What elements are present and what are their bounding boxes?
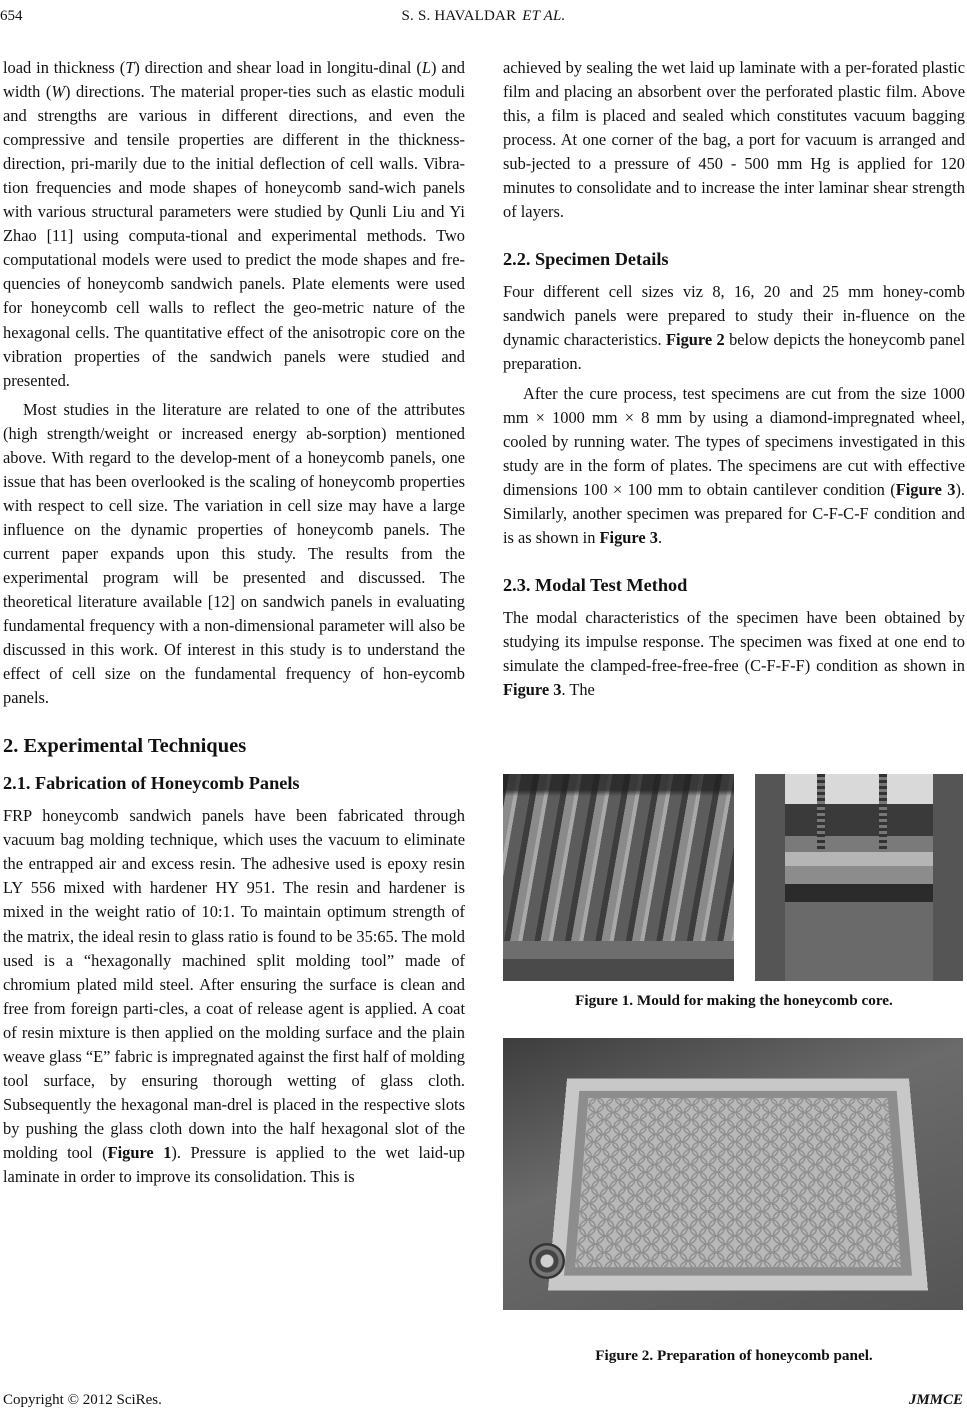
text: The modal characteristics of the specimen have been obtained by studying its impulse response. The specimen was fixed at one end to simulate the clamped-free-free-free (C-F-F-F) condition as shown in [503,607,965,675]
text: ) and width ( [3,58,465,102]
text: Four different cell sizes viz 8, 16, 20 and 25 mm honey-comb sandwich panels were prepared to study their in-fluence on the dynamic characteristics. [503,282,965,350]
paragraph [3,804,465,1189]
section-heading-2: 2. Experimental Techniques [3,735,247,758]
paragraph [503,280,965,376]
paragraph [503,606,965,702]
figure-3-link[interactable]: Figure 3 [599,527,658,547]
figure-2-panel-photo [503,1038,963,1310]
symbol-T: T [125,58,135,77]
honeycomb-core [575,1098,901,1267]
text: . [657,527,663,547]
text: ). Pressure is applied to the wet laid-up laminate in order to improve its consolidation. This is [3,1142,465,1186]
figure-2-link[interactable]: Figure 2 [666,330,725,350]
figure-3-link[interactable]: Figure 3 [503,679,562,699]
text: . The [561,679,595,699]
symbol-L: L [421,58,431,77]
paragraph [3,56,465,393]
figure-1-clamp-photo [755,774,963,981]
figure-3-link[interactable]: Figure 3 [895,479,956,499]
section-heading-2-3: 2.3. Modal Test Method [503,574,688,595]
vacuum-bag-frame [548,1079,928,1291]
paragraph [503,382,965,550]
left-column [3,56,465,1189]
right-column [503,56,965,702]
section-heading-2-2: 2.2. Specimen Details [503,249,669,270]
paragraph: Most studies in the literature are related to one of the attributes (high strength/weight or increased energy ab-sorption) mentioned above. With regard to the develop-ment of a honeycomb panels, one issue that has been overlooked is the scaling of honeycomb properties with respect to cell size. The variation in cell size may have a large influence on the dynamic properties of honeycomb panels. The current paper expands upon this study. The results from the experimental program will be presented and discussed. The theoretical literature available [12] on sandwich panels in evaluating fundamental frequency with a non-dimensional parameter will also be discussed in this work. Of interest in this study is to understand the effect of cell size on the fundamental frequency of hon-eycomb panels. [3,399,465,708]
page-number: 654 [0,8,23,24]
text: below depicts the honeycomb panel preparation. [503,330,965,374]
threaded-rod [879,774,887,852]
paragraph: achieved by sealing the wet laid up laminate with a per-forated plastic film and placing an absorbent over the perforated plastic film. Above this, a film is placed and sealed which constitutes vacuum bagging process. At one corner of the bag, a port for vacuum is arranged and sub-jected to a pressure of 450 - 500 mm Hg is applied for 120 minutes to consolidate and to increase the inter laminar shear strength of layers. [503,58,965,222]
author-names: S. S. HAVALDAR [401,8,517,24]
figure-2-caption: Figure 2. Preparation of honeycomb panel. [595,1347,873,1364]
et-al: ET AL. [522,8,566,24]
text: load in thickness ( [3,58,126,77]
text: ) direction and shear load in longitu-dinal ( [134,58,422,77]
symbol-W: W [51,82,65,102]
text: ) directions. The material proper-ties such as elastic moduli and strengths are various in different directions, and even the compressive and tensile properties are different in the thickness-direction, pri-marily due to the initial deflection of cell walls. Vibra-tion frequencies and mode shapes of honeycomb sand-wich panels with various structural parameters were studied by Qunli Liu and Yi Zhao [11] using computa-tional and experimental methods. Two computational models were used to predict the mode shapes and fre-quencies of honeycomb sandwich panels. Plate elements were used for honeycomb cell walls to reflect the geo-metric nature of the hexagonal cells. The quantitative effect of the anisotropic core on the vibration properties of the sandwich panels were studied and presented. [3,82,465,390]
copyright-notice: Copyright © 2012 SciRes. [3,1392,162,1408]
vacuum-port [529,1243,565,1279]
threaded-rod [817,774,825,852]
running-header [0,8,967,30]
figure-1-link[interactable]: Figure 1 [107,1142,172,1162]
text: After the cure process, test specimens are cut from the size 1000 mm × 1000 mm × 8 mm by using a diamond-impregnated wheel, cooled by running water. The types of specimens investigated in this study are in the form of plates. The specimens are cut with effective dimensions 100 × 100 mm to obtain cantilever condition ( [503,383,965,499]
figure-1-caption: Figure 1. Mould for making the honeycomb core. [575,992,893,1009]
section-heading-2-1: 2.1. Fabrication of Honeycomb Panels [3,773,300,794]
text: ). Similarly, another specimen was prepared for C-F-C-F condition and is as shown in [503,479,965,547]
figure-1-mould-photo [503,774,734,981]
running-authors [0,8,967,25]
text: FRP honeycomb sandwich panels have been fabricated through vacuum bag molding technique, which uses the vacuum to eliminate the entrapped air and excess resin. The adhesive used is epoxy resin LY 556 mixed with hardener HY 951. The resin and hardener is mixed in the weight ratio of 10:1. To maintain optimum strength of the matrix, the ideal resin to glass ratio is found to be 35:65. The mold used is a “hexagonally machined split molding tool” made of chromium plated mild steel. After ensuring the surface is clean and free from foreign parti-cles, a coat of release agent is applied. A coat of resin mixture is then applied on the molding surface and the plain weave glass “E” fabric is impregnated against the first half of molding tool surface, by ensuring thorough wetting of glass cloth. Subsequently the hexagonal man-drel is placed in the respective slots by pushing the glass cloth down into the half hexagonal slot of the molding tool ( [3,806,465,1162]
journal-name: JMMCE [908,1392,963,1408]
